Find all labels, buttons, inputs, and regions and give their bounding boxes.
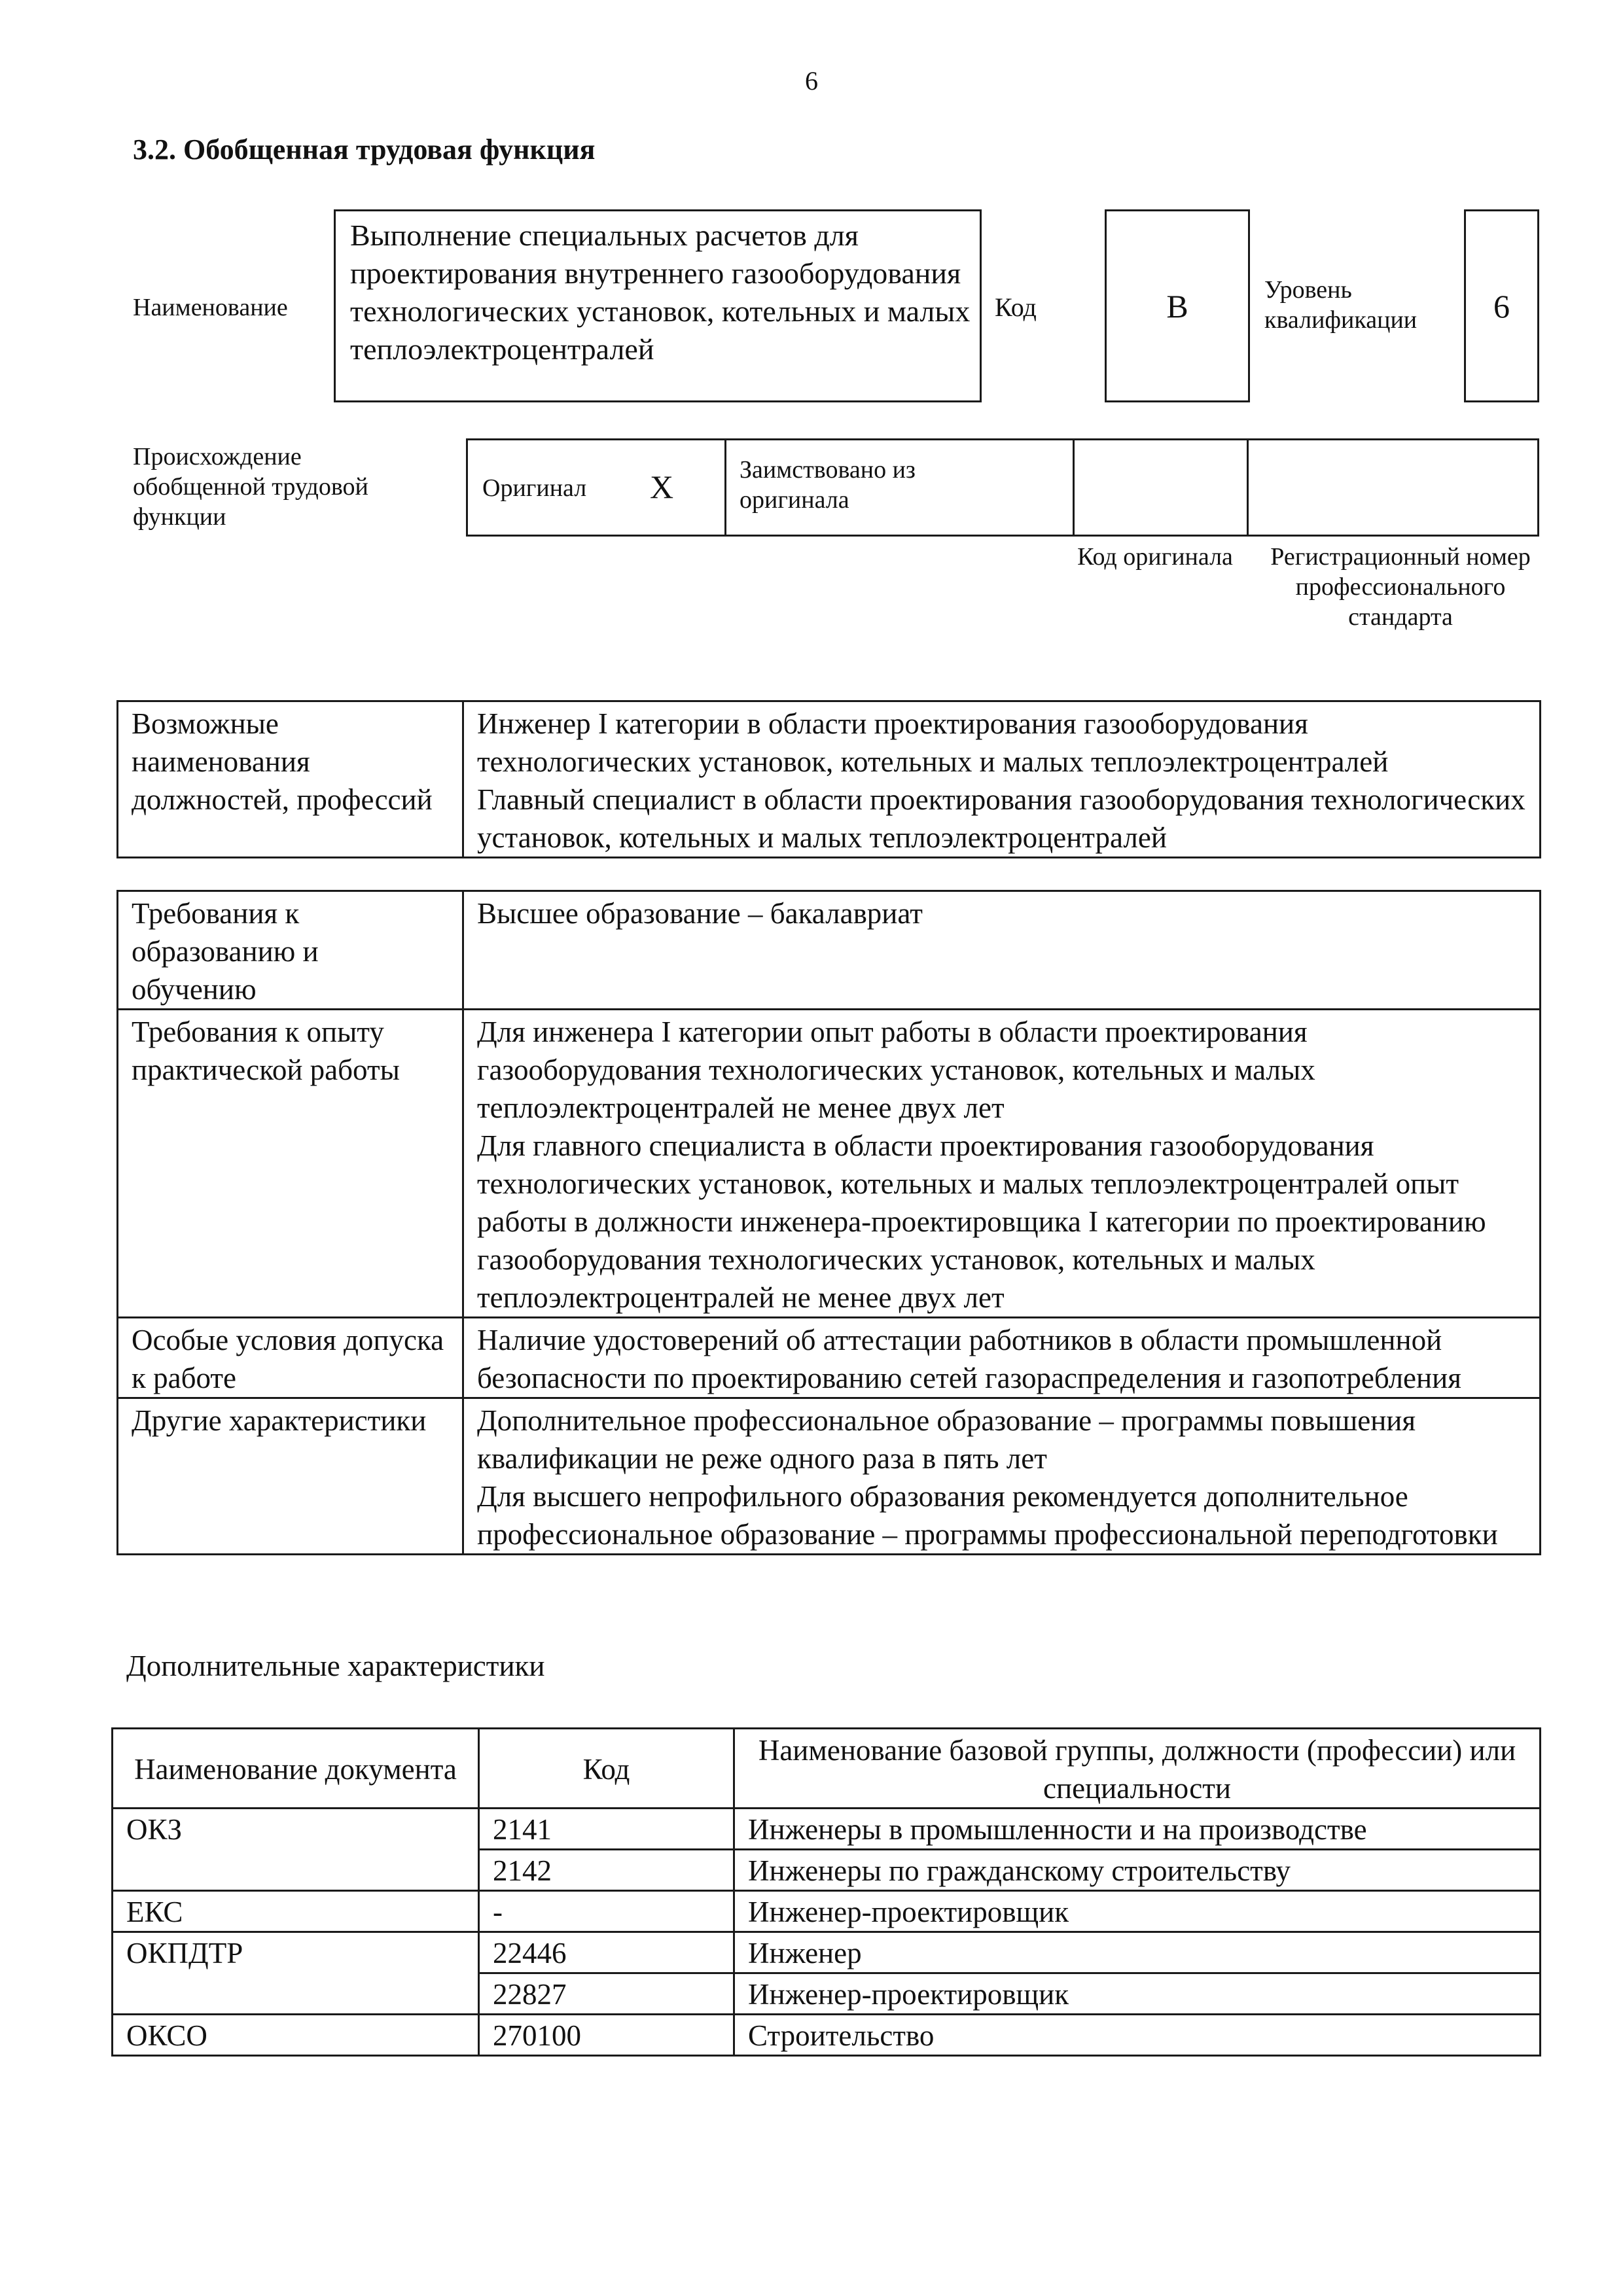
doc-cell: ОКСО [113,2015,479,2056]
name-cell: Инженер [734,1932,1541,1973]
code-value-box [1105,209,1250,402]
level-label: Уровень квалификации [1264,276,1418,334]
requirement-label: Требования к образованию и обучению [118,891,463,1010]
additional-title: Дополнительные характеристики [126,1650,545,1682]
requirement-value [463,1398,1541,1555]
name-cell: Инженер-проектировщик [734,1973,1541,2015]
table-row [113,2015,1541,2056]
header-name: Наименование базовой группы, должности (профессии) или специальности [734,1729,1541,1809]
requirement-label: Требования к опыту практической работы [118,1010,463,1318]
positions-values [463,701,1541,858]
requirement-value [463,1010,1541,1318]
requirement-row [118,1398,1541,1555]
requirement-paragraph: Наличие удостоверений об аттестации работников в области промышленной безопасности по проектированию сетей газораспределения и газопотребления [477,1324,1461,1394]
code-cell: 2141 [479,1809,734,1850]
level-value: 6 [1493,287,1510,325]
code-cell: 22446 [479,1932,734,1973]
function-name-value: Выполнение специальных расчетов для проектирования внутреннего газооборудования технологических установок, котельных и малых теплоэлектроцентралей [350,219,971,366]
origin-divider-1 [724,440,726,535]
requirement-row [118,891,1541,1010]
origin-divider-3 [1247,440,1249,535]
position-item: Главный специалист в области проектирования газооборудования технологических установок, котельных и малых теплоэлектроцентралей [477,783,1525,854]
code-original-caption: Код оригинала [1077,543,1233,571]
code-cell: 270100 [479,2015,734,2056]
name-cell: Строительство [734,2015,1541,2056]
requirements-table [116,890,1541,1555]
name-cell: Инженеры в промышленности и на производстве [734,1809,1541,1850]
positions-row [118,701,1541,858]
requirement-row [118,1318,1541,1398]
additional-table [111,1727,1541,2057]
code-value: В [1166,287,1188,325]
header-doc: Наименование документа [113,1729,479,1809]
positions-table [116,700,1541,858]
requirement-paragraph: Высшее образование – бакалавриат [477,897,923,930]
header-code: Код [479,1729,734,1809]
table-row [113,1809,1541,1850]
requirement-paragraph: Для высшего непрофильного образования рекомендуется дополнительное профессиональное образование – программы профессиональной переподготовки [477,1480,1498,1551]
borrowed-label: Заимствовано из оригинала [740,456,916,514]
doc-cell: ОКЗ [113,1809,479,1891]
table-row [113,1891,1541,1932]
requirement-value [463,1318,1541,1398]
code-cell: 2142 [479,1850,734,1891]
function-name-box [334,209,982,402]
page-number: 6 [805,66,818,96]
code-cell: 22827 [479,1973,734,2015]
origin-label: Происхождение обобщенной трудовой функции [133,443,368,531]
name-cell: Инженер-проектировщик [734,1891,1541,1932]
requirement-label: Другие характеристики [118,1398,463,1555]
original-label: Оригинал [482,474,587,502]
position-item: Инженер I категории в области проектирования газооборудования технологических установок, котельных и малых теплоэлектроцентралей [477,707,1389,778]
requirement-paragraph: Для инженера I категории опыт работы в области проектирования газооборудования технологических установок, котельных и малых теплоэлектроцентралей не менее двух лет [477,1016,1315,1124]
requirement-label: Особые условия допуска к работе [118,1318,463,1398]
requirement-value [463,891,1541,1010]
table-row [113,1932,1541,1973]
code-cell: - [479,1891,734,1932]
name-label: Наименование [133,294,288,321]
code-label: Код [995,292,1037,322]
name-cell: Инженеры по гражданскому строительству [734,1850,1541,1891]
requirement-row [118,1010,1541,1318]
requirement-paragraph: Для главного специалиста в области проектирования газооборудования технологических установок, котельных и малых теплоэлектроцентралей опыт работы в должности инженера-проектировщика I категории по проектированию газооборудования технологических установок, котельных и малых теплоэлектроцентралей не менее двух лет [477,1129,1486,1314]
origin-divider-2 [1073,440,1075,535]
requirement-paragraph: Дополнительное профессиональное образование – программы повышения квалификации не реже одного раза в пять лет [477,1404,1416,1475]
origin-table [466,438,1539,537]
doc-cell: ОКПДТР [113,1932,479,2015]
section-title: 3.2. Обобщенная трудовая функция [133,133,596,166]
doc-cell: ЕКС [113,1891,479,1932]
level-value-box [1464,209,1539,402]
additional-header-row [113,1729,1541,1809]
reg-number-caption: Регистрационный номер профессионального стандарта [1270,543,1531,631]
positions-label: Возможные наименования должностей, профессий [118,701,463,858]
original-mark: X [650,468,674,505]
